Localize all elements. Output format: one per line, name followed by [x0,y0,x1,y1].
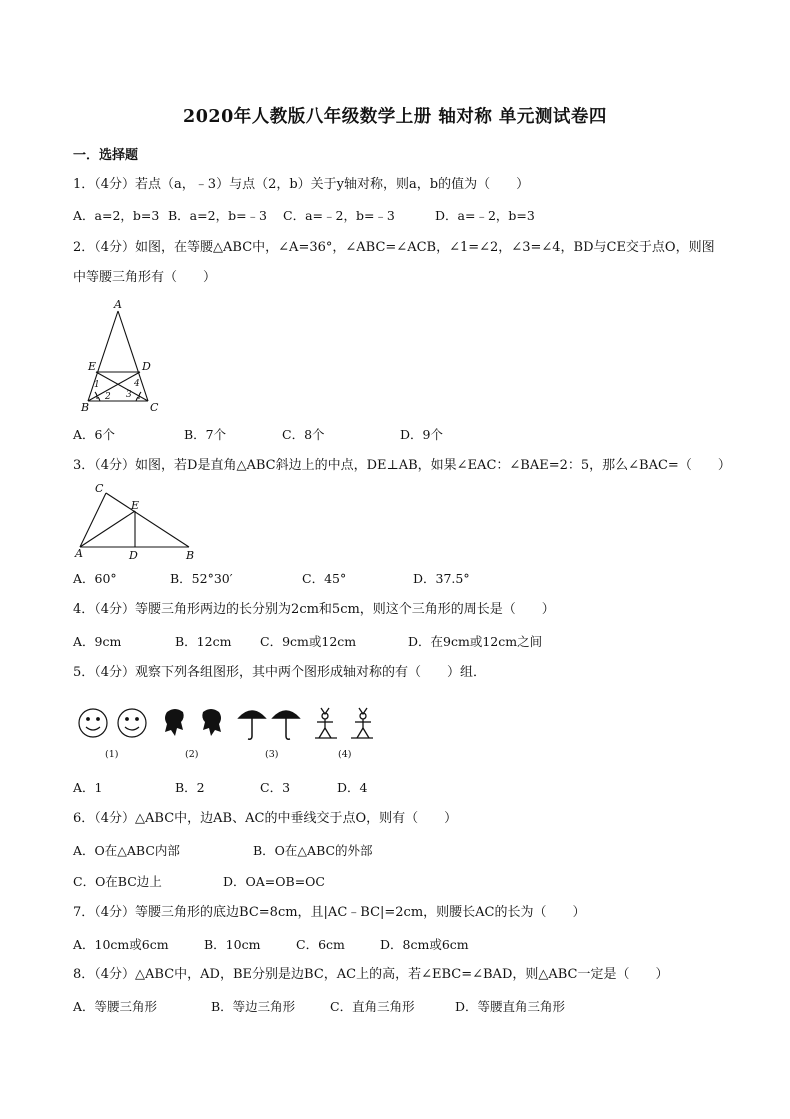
q3-option-a[interactable]: A．60° [73,571,117,586]
vertex-e-label: E [88,360,97,373]
vertex-d-label: D [142,360,151,373]
symmetry-pairs-figure [75,700,395,765]
stick-figure-pair-icon [315,708,373,738]
q3-option-b[interactable]: B．52°30′ [170,571,233,586]
q8-option-d[interactable]: D．等腰直角三角形 [455,999,566,1014]
question-5-stem: 5．（4分）观察下列各组图形，其中两个图形成轴对称的有（ ）组． [73,665,487,680]
q7-option-c[interactable]: C．6cm [296,937,345,952]
q5-option-a[interactable]: A．1 [73,780,103,795]
angle-3-label: 3 [126,390,132,400]
q7-option-a[interactable]: A．10cm或6cm [73,937,169,952]
q2-option-c[interactable]: C．8个 [282,427,325,442]
angle-2-label: 2 [105,392,111,402]
question-8-stem: 8．（4分）△ABC中，AD，BE分别是边BC，AC上的高，若∠EBC=∠BAD，则△ABC一定是（ ） [73,967,669,982]
question-6-stem: 6．（4分）△ABC中，边AB、AC的中垂线交于点O，则有（ ） [73,811,458,826]
q5-option-d[interactable]: D．4 [337,780,368,795]
q7-option-b[interactable]: B．10cm [204,937,261,952]
figure-label-3: (3) [265,749,279,760]
umbrella-pair-icon [239,711,299,739]
q6-option-b[interactable]: B．O在△ABC的外部 [253,843,373,858]
tri-vertex-b-label: B [186,549,195,562]
tri-vertex-e-label: E [131,499,140,512]
q1-option-d[interactable]: D．a=﹣2，b=3 [435,208,535,223]
angle-4-label: 4 [134,379,140,389]
smiley-pair-icon [79,709,146,737]
question-2-stem-cont: 中等腰三角形有（ ） [73,270,217,285]
q2-option-d[interactable]: D．9个 [400,427,443,442]
isosceles-triangle-figure [76,298,166,413]
q1-option-b[interactable]: B．a=2，b=﹣3 [168,208,267,223]
angle-1-label: 1 [94,380,100,390]
q2-option-a[interactable]: A．6个 [73,427,115,442]
question-2-stem: 2．（4分）如图，在等腰△ABC中，∠A=36°，∠ABC=∠ACB，∠1=∠2，∠3=∠4，BD与CE交于点O，则图 [73,240,715,255]
q3-option-c[interactable]: C．45° [302,571,347,586]
vertex-c-label: C [150,401,159,413]
tri-vertex-c-label: C [95,482,104,495]
q6-option-d[interactable]: D．OA=OB=OC [223,874,325,889]
tri-vertex-d-label: D [129,549,138,562]
question-7-stem: 7．（4分）等腰三角形的底边BC=8cm，且|AC﹣BC|=2cm，则腰长AC的长为（ ） [73,905,586,920]
right-triangle-figure [73,480,203,565]
q8-option-c[interactable]: C．直角三角形 [330,999,415,1014]
q7-option-d[interactable]: D．8cm或6cm [380,937,469,952]
q4-option-c[interactable]: C．9cm或12cm [260,634,357,649]
vertex-a-label: A [114,298,122,311]
vertex-b-label: B [81,401,90,413]
q4-option-d[interactable]: D．在9cm或12cm之间 [408,634,543,649]
q3-option-d[interactable]: D．37.5° [413,571,470,586]
q5-option-b[interactable]: B．2 [175,780,205,795]
q1-option-a[interactable]: A．a=2，b=3 [73,208,160,223]
q6-option-c[interactable]: C．O在BC边上 [73,874,162,889]
figure-label-4: (4) [338,749,352,760]
q8-option-b[interactable]: B．等边三角形 [211,999,296,1014]
page-title: 2020年人教版八年级数学上册 轴对称 单元测试卷四 [183,107,607,127]
tri-vertex-a-label: A [75,547,83,560]
q4-option-b[interactable]: B．12cm [175,634,232,649]
section-heading: 一．选择题 [73,148,139,163]
question-1-stem: 1．（4分）若点（a，﹣3）与点（2，b）关于y轴对称，则a，b的值为（ ） [73,177,530,192]
question-4-stem: 4．（4分）等腰三角形两边的长分别为2cm和5cm，则这个三角形的周长是（ ） [73,602,555,617]
question-3-stem: 3．（4分）如图，若D是直角△ABC斜边上的中点，DE⊥AB，如果∠EAC：∠BAE=2：5，那么∠BAC=（ ） [73,458,731,473]
q5-option-c[interactable]: C．3 [260,780,291,795]
q1-option-c[interactable]: C．a=﹣2，b=﹣3 [283,208,395,223]
q6-option-a[interactable]: A．O在△ABC内部 [73,843,180,858]
figure-label-2: (2) [185,749,199,760]
q8-option-a[interactable]: A．等腰三角形 [73,999,158,1014]
figure-label-1: (1) [105,749,119,760]
q4-option-a[interactable]: A．9cm [73,634,122,649]
q2-option-b[interactable]: B．7个 [184,427,227,442]
silhouette-pair-icon [165,709,221,736]
